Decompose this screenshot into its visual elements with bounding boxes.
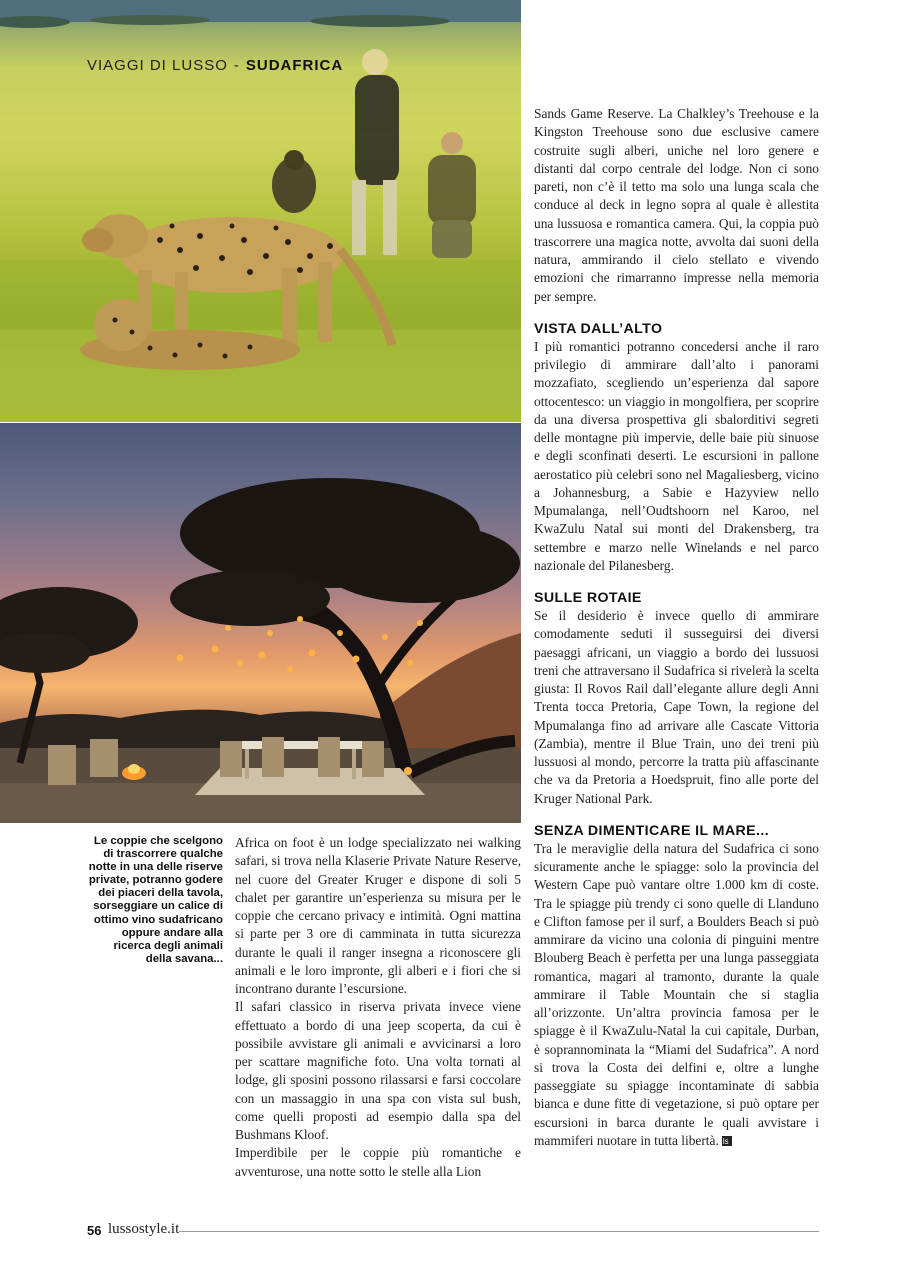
paragraph: Imperdibile per le coppie più romantiche e avventurose, una notte sotto le stelle alla Lion: [235, 1145, 521, 1179]
paragraph: Sands Game Reserve. La Chalkley’s Treehouse e la Kingston Treehouse sono due esclusive camere costruite sugli alberi, uniche nel loro genere e distanti dal corpo centrale del lodge. Non ci sono pareti, non c’è il tetto ma solo una lunga scala che conduce al deck in legno sopra al quale è allestita una lussuosa e romantica camera. Qui, la coppia può trascorrere una magica notte, avvolta dai suoni della natura, ammirando il cielo stellato e vivendo emozioni che rimarranno impresse nella memoria per sempre.: [534, 106, 819, 304]
section-label: VIAGGI DI LUSSO: [87, 57, 228, 74]
page-number: 56: [87, 1223, 102, 1238]
left-column: [235, 834, 521, 1181]
section-title-mare: SENZA DIMENTICARE IL MARE...: [534, 822, 770, 839]
cheetahs-safari-photo: [0, 0, 521, 422]
section-title-rotaie: SULLE ROTAIE: [534, 590, 642, 606]
acacia-dinner-photo: [0, 423, 521, 823]
section-title-vista: VISTA DALL’ALTO: [534, 320, 663, 337]
sunset-dinner-scene: [0, 423, 521, 823]
photo-caption: Le coppie che scelgono di trascorrere qualche notte in una delle riserve private, potranno godere dei piaceri della tavola, sorseggiare un calice di ottimo vino sudafricano oppure andare alla ricerca degli animali della savana...: [88, 835, 223, 965]
footer-divider: [179, 1231, 819, 1232]
paragraph-final: [534, 840, 819, 1150]
country-label: SUDAFRICA: [245, 57, 344, 74]
paragraph-text: Tra le meraviglie della natura del Sudafrica ci sono sicuramente anche le spiagge: solo la provincia del Western Cape può vantare oltre 1.000 km di coste. Tra le spiagge più trendy ci sono quelle di Llanduno e Clifton famose per il surf, a Boulders Beach si può ammirare da vicino una colonia di pinguini mentre Blouberg Beach è perfetta per una lunga passeggiata romantica, magari al tramonto, durante la quale ammirare il Table Mountain che si staglia all’orizzonte. Un’altra provincia famosa per le spiagge è il KwaZulu-Natal la cui capitale, Durban, è soprannominata la “Miami del Sudafrica”. A nord si trova la Costa dei delfini e, oltre a lunghe passeggiate su spiagge incontaminate di sabbia bianca e dune fitte di vegetazione, si può optare per escursioni in barca durante le quali avvistare i mammiferi nuotare in tutta libertà.: [534, 840, 819, 1148]
end-mark-icon: [722, 1136, 732, 1146]
paragraph: Africa on foot è un lodge specializzato nei walking safari, si trova nella Klaserie Private Nature Reserve, nel cuore del Greater Kruger e dispone di soli 5 chalet per garantire un’esperienza su misura per le coppie che cercano privacy e intimità. Ogni mattina si parte per 3 ore di camminata in tutta sicurezza durante le quali il ranger insegna a riconoscere gli animali e le loro impronte, gli alberi e i fiori che si incontrano durante l’escursione.: [235, 835, 521, 996]
right-column: [534, 105, 819, 1150]
header-separator: -: [233, 57, 240, 74]
site-logo: lussostyle.it: [108, 1221, 180, 1237]
section-header: [87, 57, 343, 74]
paragraph: I più romantici potranno concedersi anche il raro privilegio di ammirare dall’alto i panorami mozzafiato, scegliendo un’esperienza dal sapore ottocentesco: un viaggio in mongolfiera, per scoprire da una diversa prospettiva gli sbalorditivi segreti delle montagne più impervie, delle baie più sinuose e degli sconfinati deserti. Le escursioni in pallone aerostatico più celebri sono nel Magaliesberg, vicino a Johannesburg, a Sabie e Hazyview nello Mpumalanga, nell’Oudtshoorn nel Karoo, nel KwaZulu Natal sui monti del Drakensberg, tra settembre e marzo nelle Winelands e nel parco nazionale del Pilanesberg.: [534, 338, 819, 573]
paragraph: Se il desiderio è invece quello di ammirare comodamente seduti il susseguirsi dei diversi paesaggi africani, un viaggio a bordo dei lussuosi treni che attraversano il Sudafrica si rivelerà la scelta giusta: Il Rovos Rail dall’elegante allure degli Anni Trenta tocca Pretoria, Cape Town, la regione del Mpumalanga fino ad arrivare alle Cascate Vittoria (Zambia), mentre il Blue Train, uno dei treni più lussuosi al mondo, percorre la tratta più affascinante che va da Pretoria a Hoedspruit, fino alle porte del Kruger National Park.: [534, 608, 819, 806]
paragraph: Il safari classico in riserva privata invece viene effettuato a bordo di una jeep scoperta, da cui è possibile avvistare gli animali e avvicinarsi a loro per scattare magnifiche foto. Una volta tornati al lodge, gli sposini possono rilassarsi e farsi coccolare con un massaggio in una spa con vista sul bush, come quelli proposti ad esempio dalla spa del Bushmans Kloof.: [235, 999, 521, 1142]
page-footer: [87, 1222, 819, 1242]
